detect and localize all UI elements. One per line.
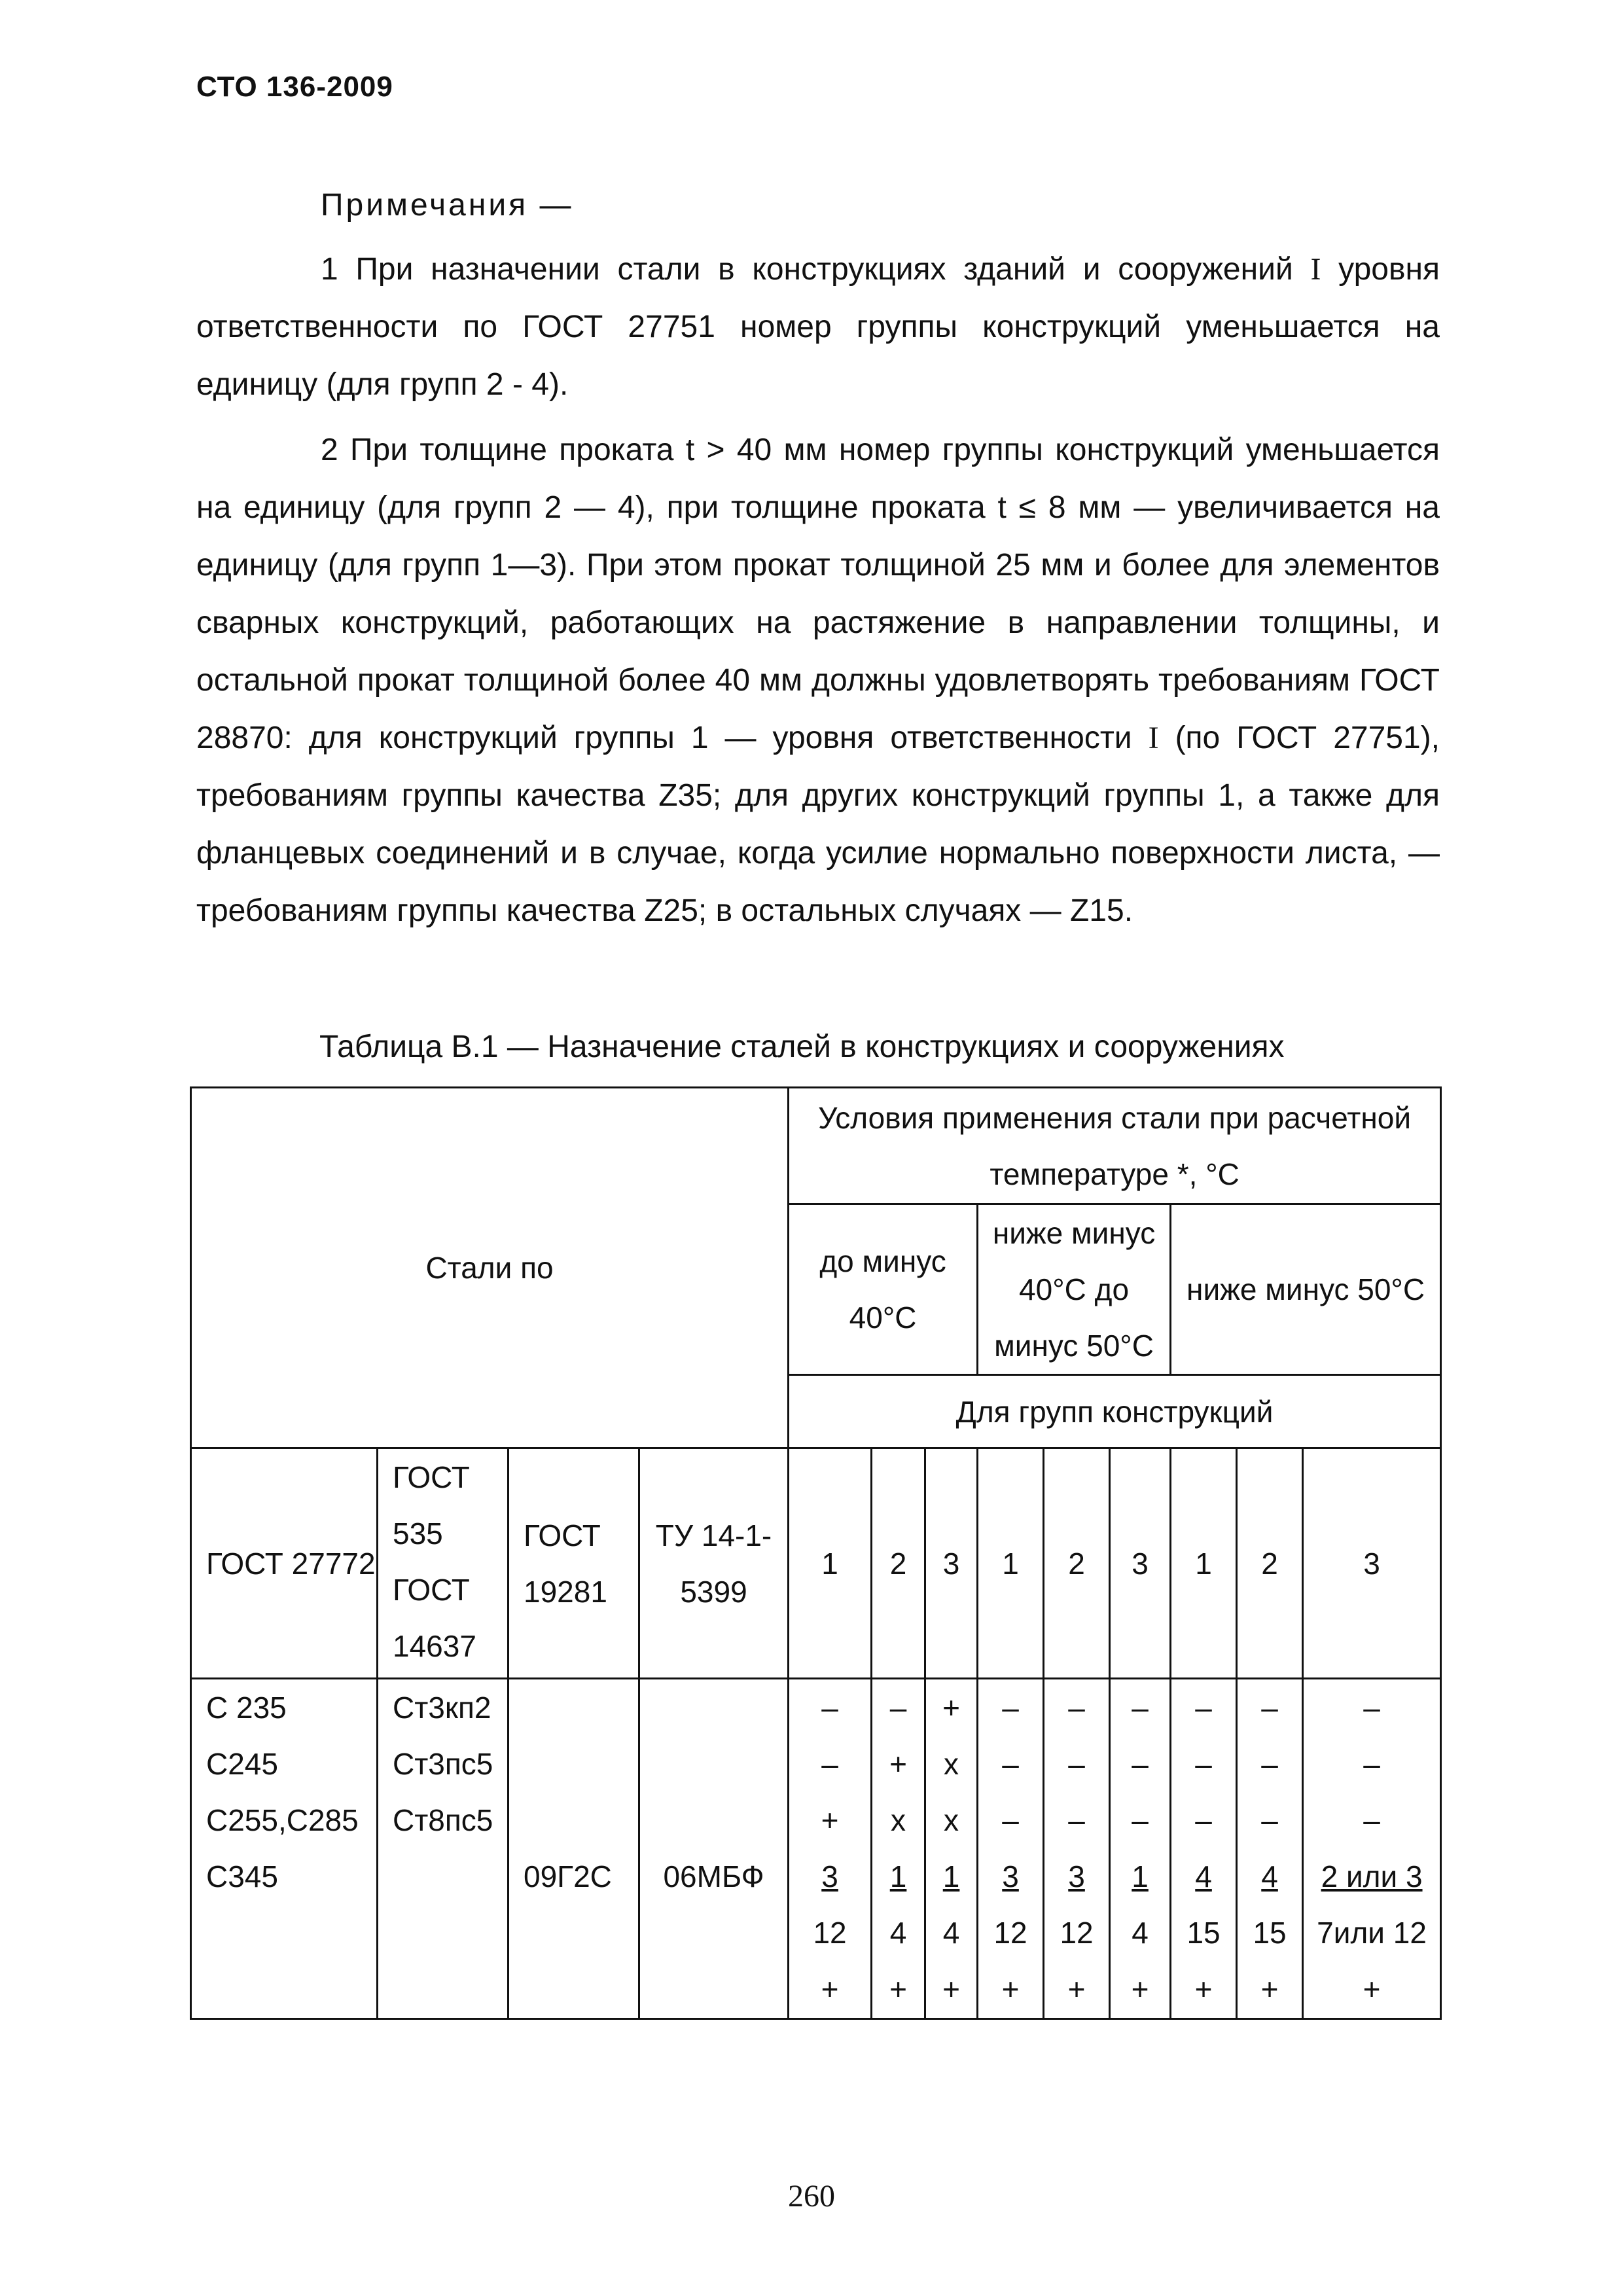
cell-value: – <box>1261 1747 1278 1781</box>
notes-title: Примечания — <box>321 188 574 223</box>
grade-label: Ст3кп2 <box>393 1691 491 1725</box>
group-number: 1 <box>1171 1448 1237 1679</box>
note-2 <box>196 422 1440 940</box>
cell-group-values <box>1303 1679 1441 2019</box>
cell-value: – <box>1132 1803 1149 1837</box>
cell-value: 4 <box>889 1916 907 1950</box>
cell-value: + <box>1001 1972 1020 2006</box>
grade-label: Ст8пс5 <box>393 1803 493 1837</box>
note-2-text-a: 2 При толщине проката t > 40 мм номер группы конструкций уменьшается на единицу (для групп 2 — 4), при толщине проката t ≤ 8 мм — увеличивается на единицу (для групп 1—3). При этом прокат толщиной 25 мм и более для элементов сварных конструкций, работающих на растяжение в направлении толщины, и остальной прокат толщиной более 40 мм должны удовлетворять требованиям ГОСТ 28870: для конструкций группы 1 — уровня ответственности <box>196 433 1440 755</box>
cell-value: + <box>1194 1972 1213 2006</box>
group-number: 3 <box>925 1448 978 1679</box>
cell-group-values <box>1237 1679 1303 2019</box>
grade-label: С345 <box>206 1859 278 1893</box>
cell-value: – <box>1068 1747 1085 1781</box>
cell-value: 3 <box>1068 1859 1085 1893</box>
grade-label: С255,С285 <box>206 1803 359 1837</box>
col-header-gost19281: ГОСТ 19281 <box>508 1448 639 1679</box>
cell-value: 1 <box>1132 1859 1149 1893</box>
cell-value: – <box>1068 1691 1085 1725</box>
header-temp-below-minus-50: ниже минус 50°С <box>1171 1204 1441 1375</box>
cell-value: – <box>821 1691 838 1725</box>
cell-value: + <box>1260 1972 1279 2006</box>
cell-value: – <box>1195 1691 1212 1725</box>
header-temp-to-minus-40: до минус 40°С <box>789 1204 978 1375</box>
table-caption: Таблица В.1 — Назначение сталей в конструкциях и сооружениях <box>319 1030 1285 1064</box>
page-number: 260 <box>788 2179 835 2214</box>
cell-value: 4 <box>1195 1859 1212 1893</box>
cell-value: 12 <box>813 1916 847 1950</box>
cell-value: + <box>821 1972 839 2006</box>
cell-value: 4 <box>1261 1859 1278 1893</box>
cell-tu-grade <box>639 1679 789 2019</box>
cell-value: 1 <box>942 1859 960 1893</box>
grade-label: 09Г2С <box>524 1859 612 1893</box>
grade-label: С 235 <box>206 1691 287 1725</box>
grade-label: Ст3пс5 <box>393 1747 493 1781</box>
cell-value: – <box>821 1747 838 1781</box>
cell-value: x <box>944 1747 959 1781</box>
header-groups: Для групп конструкций <box>789 1375 1441 1448</box>
cell-value: – <box>1132 1747 1149 1781</box>
cell-value: – <box>1261 1691 1278 1725</box>
grade-label: С245 <box>206 1747 278 1781</box>
group-number: 3 <box>1110 1448 1171 1679</box>
note-1-text-b: уровня ответственности по ГОСТ 27751 номер группы конструкций уменьшается на единицу (для групп 2 - 4). <box>196 252 1440 402</box>
cell-gost27772-grades <box>191 1679 378 2019</box>
cell-value: – <box>1132 1691 1149 1725</box>
document-code: СТО 136-2009 <box>196 71 393 103</box>
cell-value: 12 <box>1060 1916 1094 1950</box>
note-1 <box>196 241 1440 414</box>
group-number: 2 <box>1237 1448 1303 1679</box>
cell-value: 3 <box>821 1859 838 1893</box>
cell-value: – <box>1363 1747 1380 1781</box>
note-1-text-a: 1 При назначении стали в конструкциях зданий и сооружений <box>321 252 1311 287</box>
header-temp-minus-40-to-50: ниже минус 40°С до минус 50°С <box>978 1204 1171 1375</box>
cell-value: + <box>1131 1972 1149 2006</box>
cell-value: – <box>1363 1803 1380 1837</box>
cell-value: 15 <box>1186 1916 1221 1950</box>
cell-value: x <box>891 1803 906 1837</box>
cell-value: 12 <box>993 1916 1027 1950</box>
cell-gost535-grades <box>378 1679 508 2019</box>
cell-value: + <box>1067 1972 1086 2006</box>
group-number: 2 <box>1044 1448 1110 1679</box>
cell-value: – <box>1002 1691 1019 1725</box>
cell-value: 2 или 3 <box>1321 1859 1423 1893</box>
cell-value: + <box>1363 1972 1381 2006</box>
col-header-gost535-14637: ГОСТ 535 ГОСТ 14637 <box>378 1448 508 1679</box>
cell-group-values <box>978 1679 1044 2019</box>
col-header-tu: ТУ 14-1-5399 <box>639 1448 789 1679</box>
cell-value: + <box>942 1972 960 2006</box>
cell-value: x <box>944 1803 959 1837</box>
cell-value: 7или 12 <box>1317 1916 1427 1950</box>
cell-gost19281-grade <box>508 1679 639 2019</box>
cell-value: + <box>889 1747 907 1781</box>
cell-group-values <box>789 1679 872 2019</box>
col-header-gost27772: ГОСТ 27772 <box>191 1448 378 1679</box>
cell-value: 15 <box>1253 1916 1287 1950</box>
cell-value: – <box>1002 1747 1019 1781</box>
cell-group-values <box>925 1679 978 2019</box>
cell-group-values <box>1171 1679 1237 2019</box>
cell-value: 3 <box>1002 1859 1019 1893</box>
group-number: 1 <box>789 1448 872 1679</box>
cell-value: – <box>1068 1803 1085 1837</box>
cell-value: 4 <box>942 1916 960 1950</box>
grade-label: 06МБФ <box>663 1859 764 1893</box>
cell-value: + <box>889 1972 907 2006</box>
group-number: 3 <box>1303 1448 1441 1679</box>
cell-group-values <box>1110 1679 1171 2019</box>
cell-value: – <box>1363 1691 1380 1725</box>
cell-value: + <box>821 1803 839 1837</box>
note-2-text-b: (по ГОСТ 27751), требованиям группы качества Z35; для других конструкций группы 1, а также для фланцевых соединений и в случае, когда усилие нормально поверхности листа, — требованиям группы качества Z25; в остальных случаях — Z15. <box>196 721 1440 928</box>
note-2-roman-level: I <box>1148 721 1159 755</box>
table-row <box>191 1679 1441 2019</box>
cell-group-values <box>1044 1679 1110 2019</box>
steel-assignment-table <box>190 1086 1442 2020</box>
cell-value: 1 <box>889 1859 907 1893</box>
cell-value: + <box>942 1691 960 1725</box>
cell-value: – <box>1261 1803 1278 1837</box>
cell-group-values <box>872 1679 925 2019</box>
group-number: 2 <box>872 1448 925 1679</box>
cell-value: – <box>1195 1747 1212 1781</box>
group-number: 1 <box>978 1448 1044 1679</box>
note-1-roman-level: I <box>1310 252 1321 287</box>
header-conditions: Условия применения стали при расчетной температуре *, °С <box>789 1088 1441 1204</box>
notes-section <box>196 177 1440 940</box>
cell-value: – <box>1195 1803 1212 1837</box>
cell-value: – <box>889 1691 907 1725</box>
cell-value: 4 <box>1132 1916 1149 1950</box>
cell-value: – <box>1002 1803 1019 1837</box>
header-stali-po: Стали по <box>191 1088 789 1448</box>
